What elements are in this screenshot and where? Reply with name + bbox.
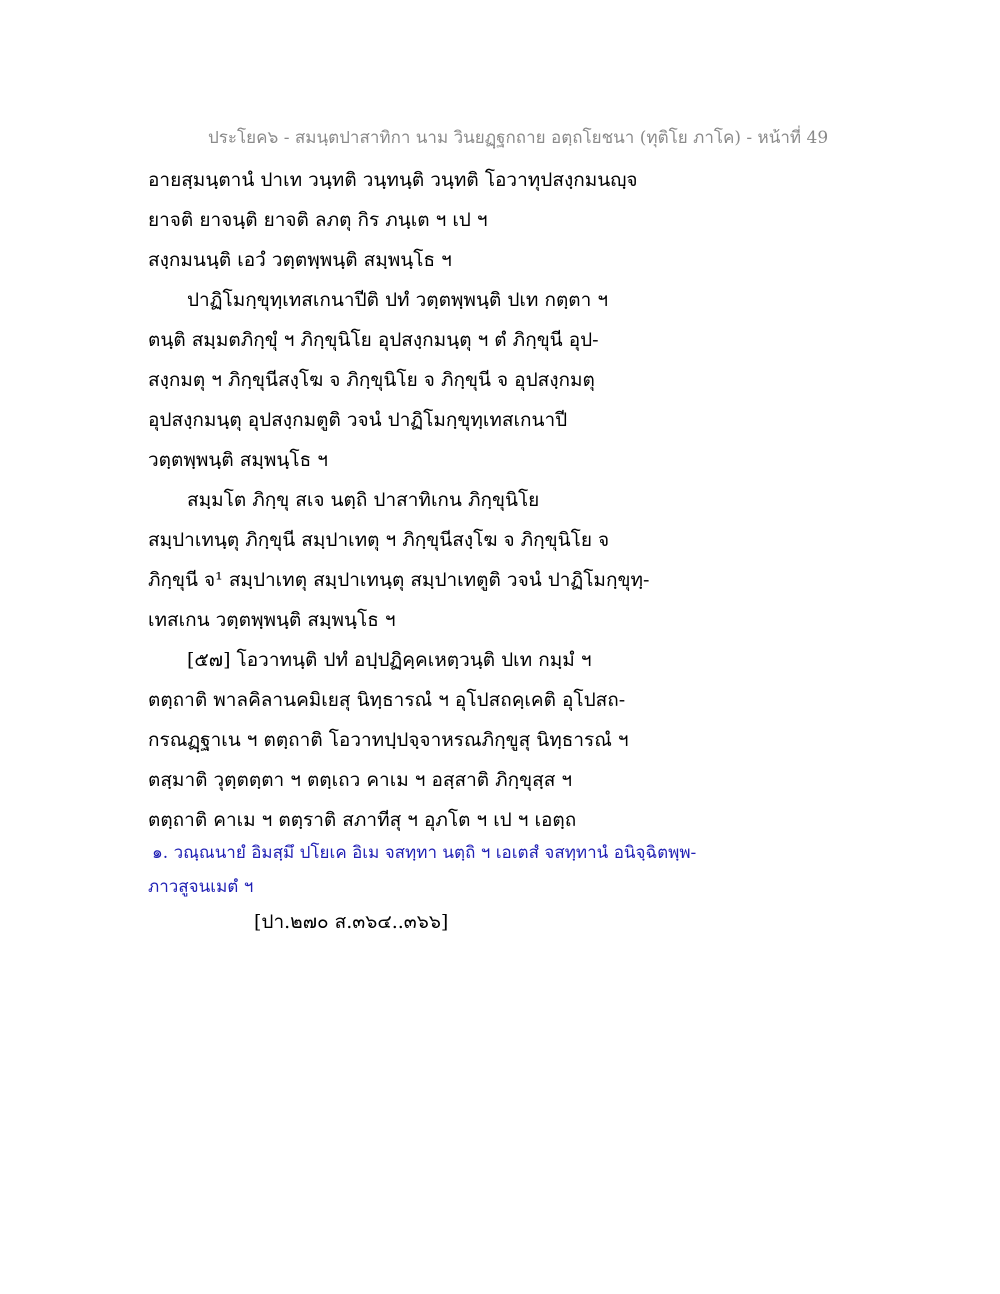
paragraph-start-line: ปาฏิโมกฺขุทฺเทสเกนาปีติ ปทํ วตฺตพฺพนฺติ ปเท กตฺตา ฯ [187,289,609,311]
text-line: ตตฺถาติ คาเม ฯ ตตฺราติ สภาทีสุ ฯ อุภโต ฯ เป ฯ เอตฺถ [148,809,577,831]
text-line: สมฺปาเทนฺตุ ภิกฺขุนี สมฺปาเทตุ ฯ ภิกฺขุนีสงฺโฆ จ ภิกฺขุนิโย จ [148,529,610,551]
text-line: ตตฺถาติ พาลคิลานคมิเยสุ นิทฺธารณํ ฯ อุโปสถคฺเคติ อุโปสถ- [148,689,626,711]
text-line: ภิกฺขุนี จ¹ สมฺปาเทตุ สมฺปาเทนฺตุ สมฺปาเทตูติ วจนํ ปาฏิโมกฺขุทฺ- [148,569,650,591]
paragraph-start-line: [๕๗] โอวาทนฺติ ปทํ อปฺปฏิคฺคเหตฺวนฺติ ปเท กมฺมํ ฯ [187,649,592,671]
text-line: สงฺกมนนฺติ เอวํ วตฺตพฺพนฺติ สมฺพนฺโธ ฯ [148,249,452,271]
text-line: เทสเกน วตฺตพฺพนฺติ สมฺพนฺโธ ฯ [148,609,396,631]
footnotes [148,836,728,904]
body-text [148,160,708,840]
text-line: วตฺตพฺพนฺติ สมฺพนฺโธ ฯ [148,449,328,471]
running-header: ประโยค๖ - สมนฺตปาสาทิกา นาม วินยฏฺฐกถาย อตฺถโยชนา (ทุติโย ภาโค) - หน้าที่ 49 [208,128,829,148]
footnote-line: ๑. วณฺณนายํ อิมสฺมึ ปโยเค อิเม จสทฺทา นตฺถิ ฯ เอเตสํ จสทฺทานํ อนิจฺฉิตพฺพ- [152,843,697,863]
page-reference: [ปา.๒๗๐ ส.๓๖๔..๓๖๖] [254,911,449,933]
text-line: ตสฺมาติ วุตฺตตฺตา ฯ ตตฺเถว คาเม ฯ อสฺสาติ ภิกฺขุสฺส ฯ [148,769,573,791]
text-line: อุปสงฺกมนฺตุ อุปสงฺกมตูติ วจนํ ปาฏิโมกฺขุทฺเทสเกนาปี [148,409,568,431]
text-line: สงฺกมตุ ฯ ภิกฺขุนีสงฺโฆ จ ภิกฺขุนิโย จ ภิกฺขุนี จ อุปสงฺกมตุ [148,369,595,391]
paragraph-start-line: สมฺมโต ภิกฺขุ สเจ นตฺถิ ปาสาทิเกน ภิกฺขุนิโย [187,489,540,511]
footnote-line: ภาวสูจนเมตํ ฯ [148,877,254,897]
text-line: อายสฺมนฺตานํ ปาเท วนฺทติ วนฺทนฺติ วนฺทติ โอวาทุปสงฺกมนญฺจ [148,169,638,191]
text-line: ยาจติ ยาจนฺติ ยาจติ ลภตุ กิร ภนฺเต ฯ เป ฯ [148,209,488,231]
text-line: ตนฺติ สมฺมตภิกฺขุํ ฯ ภิกฺขุนิโย อุปสงฺกมนฺตุ ฯ ตํ ภิกฺขุนี อุป- [148,329,599,351]
text-line: กรณฏฺฐาเน ฯ ตตฺถาติ โอวาทปฺปจฺจาหรณภิกฺขูสุ นิทฺธารณํ ฯ [148,729,629,751]
